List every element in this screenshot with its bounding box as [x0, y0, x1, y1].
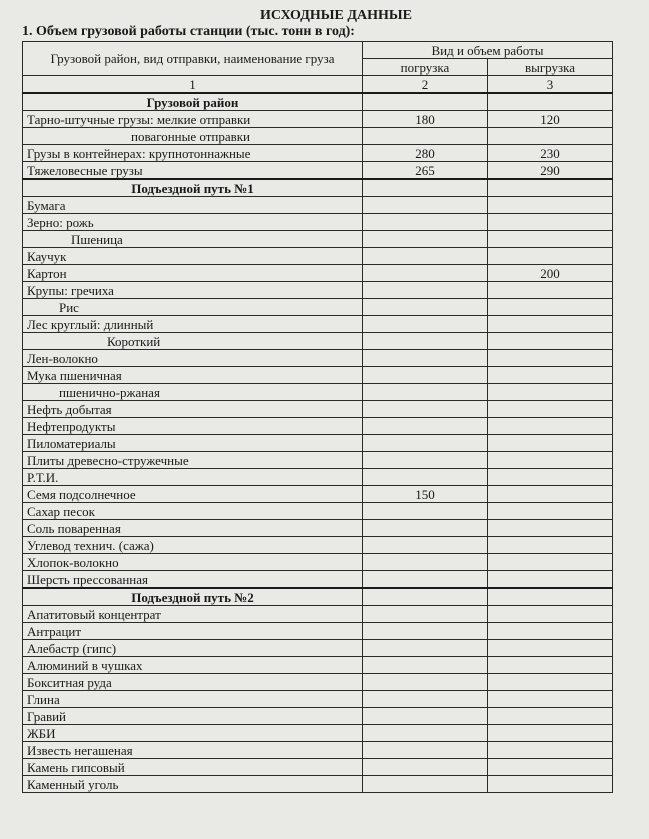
unloading-value: [488, 674, 613, 691]
unloading-value: [488, 691, 613, 708]
cargo-name: повагонные отправки: [23, 128, 363, 145]
cargo-name: Гравий: [23, 708, 363, 725]
unloading-value: 200: [488, 265, 613, 282]
loading-value: 150: [363, 486, 488, 503]
cargo-name: Алебастр (гипс): [23, 640, 363, 657]
table-row: [23, 657, 613, 674]
cargo-name: Бумага: [23, 197, 363, 214]
cargo-name: Известь негашеная: [23, 742, 363, 759]
table-row: [23, 128, 613, 145]
unloading-value: [488, 742, 613, 759]
unloading-value: [488, 503, 613, 520]
cargo-name: Апатитовый концентрат: [23, 606, 363, 623]
loading-value: [363, 316, 488, 333]
unloading-value: [488, 214, 613, 231]
loading-value: [363, 435, 488, 452]
cargo-name: Крупы: гречиха: [23, 282, 363, 299]
cargo-name: Зерно: рожь: [23, 214, 363, 231]
table-row: [23, 537, 613, 554]
unloading-value: [488, 537, 613, 554]
loading-value: [363, 537, 488, 554]
table-row: [23, 674, 613, 691]
loading-value: [363, 384, 488, 401]
unloading-value: [488, 128, 613, 145]
table-column-numbers: [23, 76, 613, 94]
cargo-name: Пиломатериалы: [23, 435, 363, 452]
loading-value: [363, 657, 488, 674]
loading-value: [363, 197, 488, 214]
cargo-name: Лен-волокно: [23, 350, 363, 367]
loading-value: [363, 674, 488, 691]
unloading-value: [488, 282, 613, 299]
loading-value: 265: [363, 162, 488, 180]
loading-value: [363, 350, 488, 367]
table-header-row: [23, 42, 613, 59]
table-row: [23, 759, 613, 776]
section-row: [23, 179, 613, 197]
table-row: [23, 725, 613, 742]
column-number-1: 1: [23, 76, 363, 94]
table-row: [23, 316, 613, 333]
loading-value: [363, 742, 488, 759]
cargo-name: Бокситная руда: [23, 674, 363, 691]
cargo-name: Короткий: [23, 333, 363, 350]
section-row: [23, 588, 613, 606]
cargo-name: Сахар песок: [23, 503, 363, 520]
page-title: ИСХОДНЫЕ ДАННЫЕ: [260, 8, 412, 23]
table-row: [23, 435, 613, 452]
header-work-type: Вид и объем работы: [363, 42, 613, 59]
column-number-2: 2: [363, 76, 488, 94]
unloading-value: [488, 554, 613, 571]
unloading-value: [488, 725, 613, 742]
table-row: [23, 623, 613, 640]
table-row: [23, 214, 613, 231]
table-row: [23, 145, 613, 162]
unloading-value: [488, 657, 613, 674]
unloading-value: [488, 316, 613, 333]
unloading-value: [488, 197, 613, 214]
unloading-value: [488, 520, 613, 537]
header-loading: погрузка: [363, 59, 488, 76]
cargo-name: Углевод технич. (сажа): [23, 537, 363, 554]
loading-value: [363, 418, 488, 435]
cargo-name: Плиты древесно-стружечные: [23, 452, 363, 469]
table-row: [23, 162, 613, 180]
cargo-name: Алюминий в чушках: [23, 657, 363, 674]
loading-value: [363, 248, 488, 265]
unloading-value: [488, 333, 613, 350]
section-title-siding-2: Подъездной путь №2: [23, 588, 363, 606]
unloading-value: [488, 248, 613, 265]
table-row: [23, 554, 613, 571]
table-row: [23, 640, 613, 657]
cargo-name: Соль поваренная: [23, 520, 363, 537]
unloading-value: 120: [488, 111, 613, 128]
unloading-value: [488, 776, 613, 793]
table-row: [23, 571, 613, 589]
unloading-value: [488, 367, 613, 384]
table-row: [23, 486, 613, 503]
loading-value: [363, 282, 488, 299]
loading-value: [363, 520, 488, 537]
cargo-volume-table: [22, 41, 613, 793]
loading-value: [363, 299, 488, 316]
cargo-name: Хлопок-волокно: [23, 554, 363, 571]
unloading-value: [488, 350, 613, 367]
loading-value: [363, 231, 488, 248]
table-row: [23, 606, 613, 623]
unloading-value: [488, 384, 613, 401]
table-row: [23, 350, 613, 367]
cargo-name: Рис: [23, 299, 363, 316]
loading-value: [363, 623, 488, 640]
table-row: [23, 265, 613, 282]
loading-value: [363, 401, 488, 418]
unloading-value: [488, 606, 613, 623]
table-row: [23, 197, 613, 214]
cargo-name: Нефтепродукты: [23, 418, 363, 435]
table-row: [23, 111, 613, 128]
loading-value: [363, 640, 488, 657]
unloading-value: [488, 623, 613, 640]
unloading-value: [488, 299, 613, 316]
cargo-name: Пшеница: [23, 231, 363, 248]
cargo-name: Тарно-штучные грузы: мелкие отправки: [23, 111, 363, 128]
loading-value: [363, 214, 488, 231]
loading-value: [363, 759, 488, 776]
unloading-value: 230: [488, 145, 613, 162]
unloading-value: [488, 469, 613, 486]
table-row: [23, 776, 613, 793]
unloading-value: 290: [488, 162, 613, 180]
loading-value: [363, 452, 488, 469]
cargo-name: Шерсть прессованная: [23, 571, 363, 589]
cargo-name: Камень гипсовый: [23, 759, 363, 776]
table-row: [23, 708, 613, 725]
table-row: [23, 520, 613, 537]
unloading-value: [488, 401, 613, 418]
table-row: [23, 282, 613, 299]
cargo-name: Картон: [23, 265, 363, 282]
loading-value: [363, 503, 488, 520]
table-row: [23, 367, 613, 384]
table-row: [23, 452, 613, 469]
table-row: [23, 401, 613, 418]
loading-value: [363, 265, 488, 282]
loading-value: [363, 606, 488, 623]
header-cargo-name: Грузовой район, вид отправки, наименование груза: [23, 42, 363, 76]
loading-value: [363, 776, 488, 793]
column-number-3: 3: [488, 76, 613, 94]
cargo-name: Глина: [23, 691, 363, 708]
table-row: [23, 503, 613, 520]
loading-value: [363, 691, 488, 708]
section-title-freight-area: Грузовой район: [23, 93, 363, 111]
cargo-name: Нефть добытая: [23, 401, 363, 418]
table-row: [23, 231, 613, 248]
unloading-value: [488, 452, 613, 469]
loading-value: [363, 128, 488, 145]
table-row: [23, 248, 613, 265]
cargo-name: ЖБИ: [23, 725, 363, 742]
unloading-value: [488, 571, 613, 589]
loading-value: [363, 571, 488, 589]
cargo-name: пшенично-ржаная: [23, 384, 363, 401]
table-row: [23, 418, 613, 435]
loading-value: [363, 725, 488, 742]
cargo-name: Мука пшеничная: [23, 367, 363, 384]
table-row: [23, 384, 613, 401]
loading-value: 180: [363, 111, 488, 128]
cargo-name: Р.Т.И.: [23, 469, 363, 486]
loading-value: [363, 708, 488, 725]
section-title-siding-1: Подъездной путь №1: [23, 179, 363, 197]
loading-value: 280: [363, 145, 488, 162]
cargo-name: Тяжеловесные грузы: [23, 162, 363, 180]
cargo-name: Каучук: [23, 248, 363, 265]
loading-value: [363, 554, 488, 571]
table-row: [23, 742, 613, 759]
table-row: [23, 333, 613, 350]
loading-value: [363, 469, 488, 486]
cargo-name: Грузы в контейнерах: крупнотоннажные: [23, 145, 363, 162]
table-row: [23, 469, 613, 486]
cargo-name: Антрацит: [23, 623, 363, 640]
cargo-name: Семя подсолнечное: [23, 486, 363, 503]
loading-value: [363, 367, 488, 384]
unloading-value: [488, 486, 613, 503]
cargo-name: Лес круглый: длинный: [23, 316, 363, 333]
table-row: [23, 299, 613, 316]
section-row: [23, 93, 613, 111]
loading-value: [363, 333, 488, 350]
table-caption: 1. Объем грузовой работы станции (тыс. тонн в год):: [22, 24, 355, 39]
unloading-value: [488, 231, 613, 248]
cargo-name: Каменный уголь: [23, 776, 363, 793]
table-row: [23, 691, 613, 708]
unloading-value: [488, 708, 613, 725]
unloading-value: [488, 640, 613, 657]
unloading-value: [488, 418, 613, 435]
unloading-value: [488, 759, 613, 776]
header-unloading: выгрузка: [488, 59, 613, 76]
unloading-value: [488, 435, 613, 452]
